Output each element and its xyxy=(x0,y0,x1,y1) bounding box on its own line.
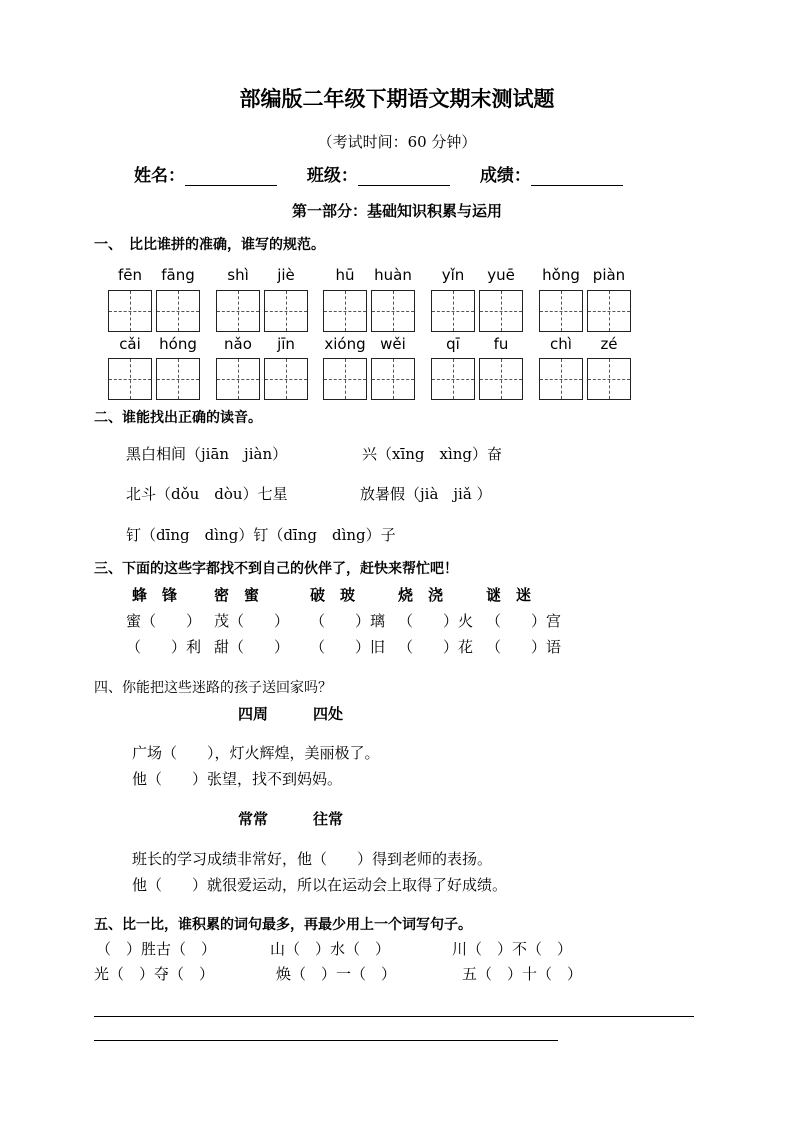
pinyin-label: hū xyxy=(335,266,355,284)
q2-item: 钉（dīng dìng）钉（dīng dìng）子 xyxy=(126,526,396,544)
pinyin-label: cǎi xyxy=(119,335,141,353)
pinyin-label: qī xyxy=(446,335,460,353)
student-info-row xyxy=(134,161,647,186)
q2-item: 放暑假（jià jiǎ ） xyxy=(360,485,492,503)
q4-sentence[interactable]: 班长的学习成绩非常好，他（ ）得到老师的表扬。 xyxy=(132,850,493,868)
score-label: 成绩： xyxy=(479,166,531,186)
score-blank[interactable] xyxy=(531,167,623,186)
pinyin-label: zé xyxy=(600,335,618,353)
q2-item: 兴（xīng xìng）奋 xyxy=(362,445,503,463)
pinyin-label: jiè xyxy=(277,266,295,284)
q5-idiom-blank[interactable]: 光（ ）夺（ ） xyxy=(94,965,215,983)
q3-blank[interactable]: （ ）宫 xyxy=(486,612,562,630)
q3-heading: 三、下面的这些字都找不到自己的伙伴了，赶快来帮忙吧！ xyxy=(94,561,458,577)
character-writing-box[interactable] xyxy=(371,358,415,400)
character-writing-box[interactable] xyxy=(156,290,200,332)
character-writing-box[interactable] xyxy=(479,358,523,400)
q3-pair: 密 蜜 xyxy=(214,586,260,604)
q3-blank[interactable]: （ ）火 xyxy=(398,612,474,630)
q5-idiom-blank[interactable]: 川（ ）不（ ） xyxy=(452,940,573,958)
q3-pair: 烧 浇 xyxy=(398,586,444,604)
q5-idiom-blank[interactable]: 山（ ）水（ ） xyxy=(270,940,391,958)
character-writing-box[interactable] xyxy=(431,358,475,400)
q3-blank[interactable]: （ ）语 xyxy=(486,638,562,656)
character-writing-box[interactable] xyxy=(216,290,260,332)
q3-blank[interactable]: （ ）花 xyxy=(398,638,474,656)
page-title: 部编版二年级下期语文期末测试题 xyxy=(239,86,555,111)
pinyin-label: yuē xyxy=(487,266,515,284)
q2-heading: 二、谁能找出正确的读音。 xyxy=(94,410,262,426)
q5-idiom-blank[interactable]: （ ）胜古（ ） xyxy=(96,940,217,958)
character-writing-box[interactable] xyxy=(587,290,631,332)
character-writing-box[interactable] xyxy=(156,358,200,400)
exam-time: （考试时间：60 分钟） xyxy=(317,133,477,151)
character-writing-box[interactable] xyxy=(431,290,475,332)
q5-idiom-blank[interactable]: 焕（ ）一（ ） xyxy=(276,965,397,983)
q3-pair: 蜂 锋 xyxy=(132,586,178,604)
character-writing-box[interactable] xyxy=(479,290,523,332)
q1-heading: 一、 比比谁拼的准确，谁写的规范。 xyxy=(94,237,325,253)
character-writing-box[interactable] xyxy=(323,290,367,332)
q3-blank[interactable]: 茂（ ） xyxy=(214,612,290,630)
pinyin-label: fāng xyxy=(161,266,195,284)
q4-sentence[interactable]: 他（ ）就很爱运动，所以在运动会上取得了好成绩。 xyxy=(132,876,508,894)
character-writing-box[interactable] xyxy=(108,290,152,332)
q2-item: 北斗（dǒu dòu）七星 xyxy=(126,485,288,503)
q3-blank[interactable]: 甜（ ） xyxy=(214,638,290,656)
pinyin-label: piàn xyxy=(592,266,626,284)
pinyin-label: fēn xyxy=(117,266,143,284)
class-label: 班级： xyxy=(306,166,358,186)
q5-idiom-blank[interactable]: 五（ ）十（ ） xyxy=(462,965,583,983)
pinyin-label: hǒng xyxy=(542,266,580,284)
pinyin-label: fu xyxy=(493,335,509,353)
q4-word-choices: 四周 四处 xyxy=(238,705,344,723)
pinyin-label: xióng xyxy=(324,335,366,353)
q4-sentence[interactable]: 他（ ）张望，找不到妈妈。 xyxy=(132,770,343,788)
q4-word-choices: 常常 往常 xyxy=(238,810,344,828)
class-blank[interactable] xyxy=(358,167,450,186)
pinyin-label: nǎo xyxy=(224,335,252,353)
q3-blank[interactable]: （ ）璃 xyxy=(310,612,386,630)
pinyin-label: chì xyxy=(550,335,572,353)
q3-blank[interactable]: （ ）旧 xyxy=(310,638,386,656)
character-writing-box[interactable] xyxy=(216,358,260,400)
pinyin-label: hóng xyxy=(159,335,197,353)
pinyin-label: yǐn xyxy=(441,266,465,284)
pinyin-label: jīn xyxy=(277,335,295,353)
character-writing-box[interactable] xyxy=(371,290,415,332)
q4-sentence[interactable]: 广场（ ），灯火辉煌，美丽极了。 xyxy=(132,744,380,762)
pinyin-label: wěi xyxy=(380,335,406,353)
character-writing-box[interactable] xyxy=(264,290,308,332)
name-blank[interactable] xyxy=(185,167,277,186)
character-writing-box[interactable] xyxy=(539,358,583,400)
q3-pair: 破 玻 xyxy=(310,586,356,604)
character-writing-box[interactable] xyxy=(323,358,367,400)
answer-line[interactable] xyxy=(94,1016,694,1017)
q3-blank[interactable]: 蜜（ ） xyxy=(126,612,202,630)
answer-line[interactable] xyxy=(94,1040,558,1041)
q5-heading: 五、比一比，谁积累的词句最多，再最少用上一个词写句子。 xyxy=(94,917,472,933)
q3-pair: 谜 迷 xyxy=(486,586,532,604)
character-writing-box[interactable] xyxy=(587,358,631,400)
q4-heading: 四、你能把这些迷路的孩子送回家吗？ xyxy=(94,680,332,696)
q3-blank[interactable]: （ ）利 xyxy=(126,638,202,656)
q2-item: 黑白相间（jiān jiàn） xyxy=(126,445,288,463)
character-writing-box[interactable] xyxy=(264,358,308,400)
pinyin-label: shì xyxy=(227,266,249,284)
character-writing-box[interactable] xyxy=(108,358,152,400)
pinyin-label: huàn xyxy=(374,266,412,284)
character-writing-box[interactable] xyxy=(539,290,583,332)
name-label: 姓名： xyxy=(134,166,185,186)
part-title: 第一部分：基础知识积累与运用 xyxy=(291,202,502,220)
